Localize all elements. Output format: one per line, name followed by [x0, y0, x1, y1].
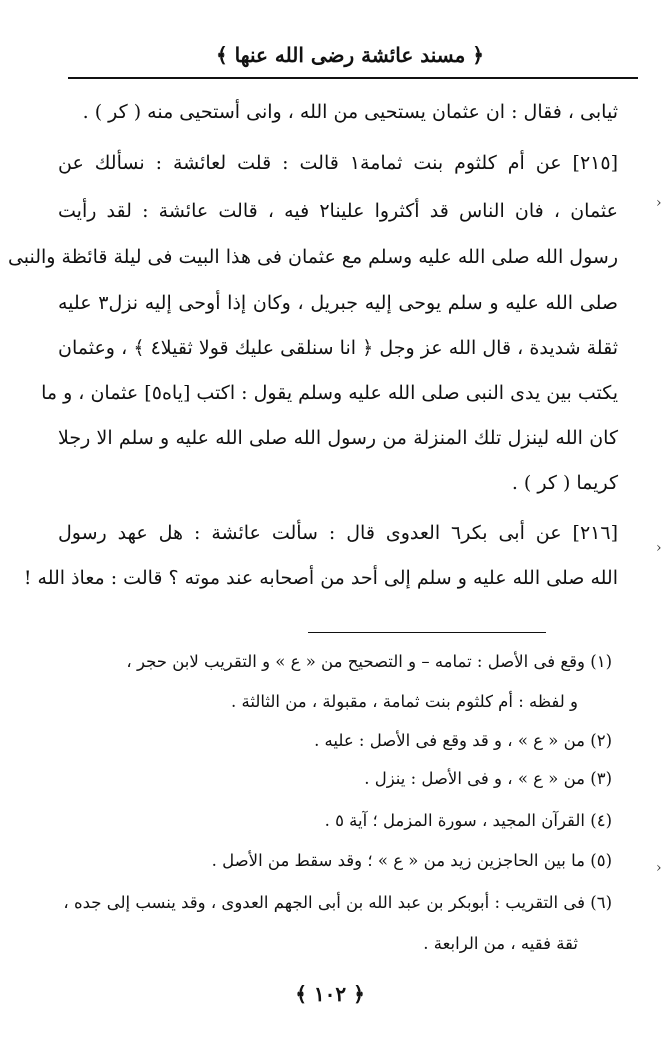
footnote-line: و لفظه : أم كلثوم بنت ثمامة ، مقبولة ، من الثالثة .	[231, 692, 578, 711]
text-line: صلى الله عليه و سلم يوحى إليه جبريل ، وكان إذا أوحى إليه نزل٣ عليه	[58, 292, 618, 314]
text-line: عثمان ، فان الناس قد أكثروا علينا٢ فيه ، قالت عائشة : لقد رأيت	[58, 200, 618, 222]
margin-mark: ›	[656, 540, 662, 556]
footnote-line: (٢) من « ع » ، و قد وقع فى الأصل : عليه .	[314, 731, 612, 750]
footnote-line: (٣) من « ع » ، و فى الأصل : ينزل .	[364, 769, 612, 788]
running-header: ﴿ مسند عائشة رضى الله عنها ﴾	[215, 43, 485, 67]
footnote-divider	[308, 632, 546, 633]
margin-mark: ›	[656, 860, 662, 876]
footnote-line: ثقة فقيه ، من الرابعة .	[423, 934, 578, 953]
footnote-line: (٤) القرآن المجيد ، سورة المزمل ؛ آية ٥ .	[324, 811, 612, 830]
margin-mark: ›	[656, 195, 662, 211]
text-line: [٢١٥] عن أم كلثوم بنت ثمامة١ قالت : قلت لعائشة : نسألك عن	[58, 152, 618, 174]
text-line: كان الله لينزل تلك المنزلة من رسول الله صلى الله عليه و سلم الا رجلا	[58, 427, 618, 449]
text-line: كريما ( كر ) .	[511, 472, 618, 494]
text-line: ثيابى ، فقال : ان عثمان يستحيى من الله ، وانى أستحيى منه ( كر ) .	[82, 101, 618, 123]
footnote-line: (٦) فى التقريب : أبوبكر بن عبد الله بن أبى الجهم العدوى ، وقد ينسب إلى جده ،	[63, 893, 612, 912]
footnote-line: (٥) ما بين الحاجزين زيد من « ع » ؛ وقد سقط من الأصل .	[211, 851, 612, 870]
page-number: ﴿ ١٠٢ ﴾	[295, 982, 365, 1006]
text-line: [٢١٦] عن أبى بكر٦ العدوى قال : سألت عائشة : هل عهد رسول	[58, 522, 618, 544]
text-line: الله صلى الله عليه و سلم إلى أحد من أصحابه عند موته ؟ قالت : معاذ الله !	[23, 567, 618, 589]
text-line: رسول الله صلى الله عليه وسلم مع عثمان فى هذا البيت فى ليلة قائظة والنبى	[7, 246, 618, 268]
text-line: يكتب بين يدى النبى صلى الله عليه وسلم يقول : اكتب [ياه٥] عثمان ، و ما	[41, 382, 618, 404]
text-line: ثقلة شديدة ، قال الله عز وجل ﴿ انا سنلقى عليك قولا ثقيلا٤ ﴾ ، وعثمان	[58, 337, 618, 359]
footnote-line: (١) وقع فى الأصل : تمامه – و التصحيح من « ع » و التقريب لابن حجر ،	[126, 652, 612, 671]
header-divider	[68, 77, 638, 79]
